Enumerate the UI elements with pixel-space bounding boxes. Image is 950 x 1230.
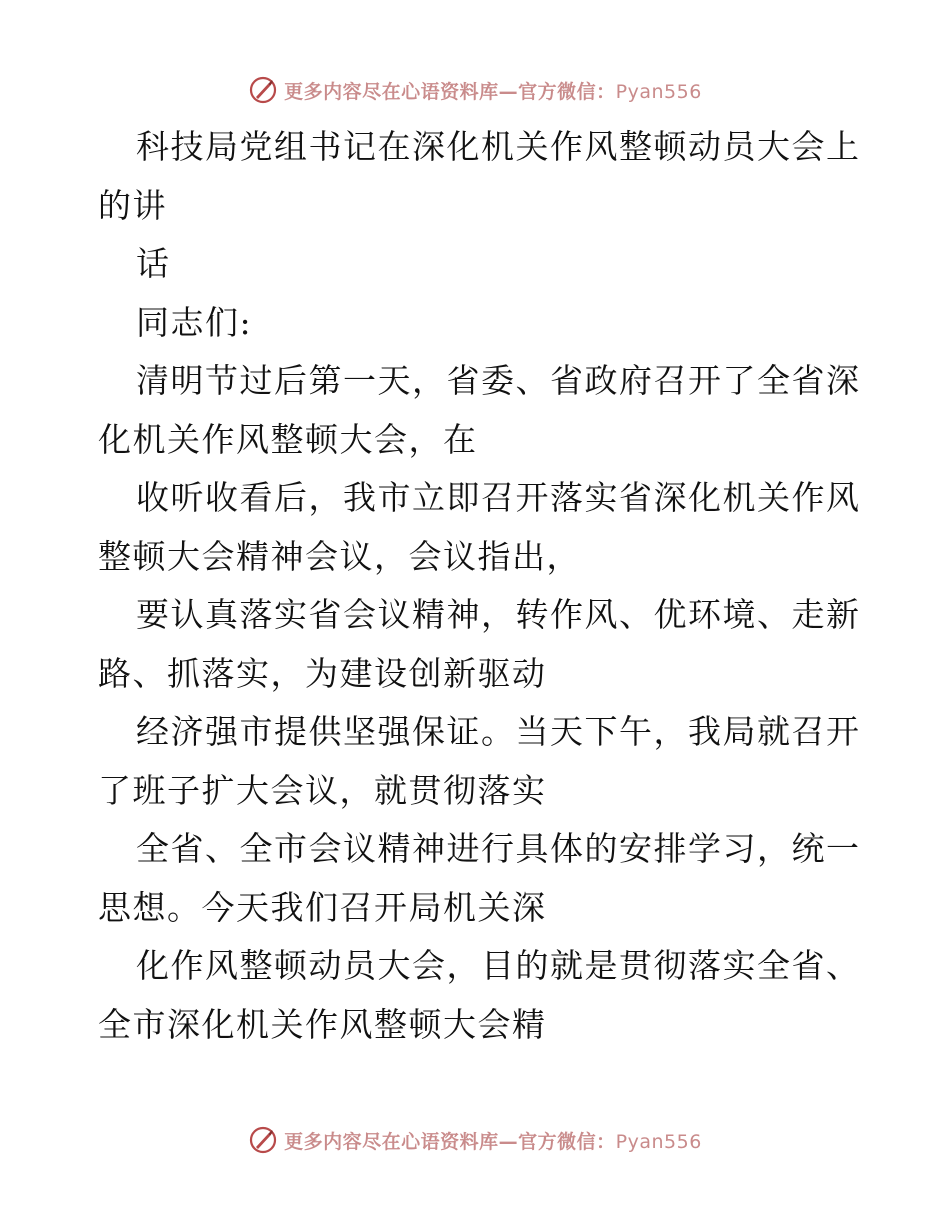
footer-banner-text	[284, 1127, 702, 1154]
text-line: 了班子扩大会议，就贯彻落实	[98, 770, 547, 810]
text-line: 的讲	[98, 185, 167, 225]
header-brand-text: 更多内容尽在心语资料库—官方微信：	[284, 80, 616, 103]
header-handle: Pyan556	[615, 80, 702, 103]
footer-banner	[0, 1120, 950, 1160]
header-banner	[0, 70, 950, 110]
text-line: 化机关作风整顿大会，在	[98, 419, 478, 459]
quill-logo-icon	[248, 75, 278, 105]
header-banner-text	[284, 77, 702, 104]
text-line: 路、抓落实，为建设创新驱动	[98, 653, 547, 693]
text-line: 同志们:	[136, 302, 253, 342]
text-line: 化作风整顿动员大会，目的就是贯彻落实全省、	[136, 946, 861, 985]
text-line: 话	[136, 244, 171, 283]
text-line: 经济强市提供坚强保证。当天下午，我局就召开	[136, 712, 861, 751]
footer-brand-text: 更多内容尽在心语资料库—官方微信：	[284, 1130, 616, 1153]
text-line: 科技局党组书记在深化机关作风整顿动员大会上	[136, 127, 861, 166]
text-line: 清明节过后第一天，省委、省政府召开了全省深	[136, 361, 861, 400]
document-body	[98, 118, 861, 1054]
text-line: 全省、全市会议精神进行具体的安排学习，统一	[136, 829, 861, 868]
text-line: 收听收看后，我市立即召开落实省深化机关作风	[136, 478, 861, 517]
text-line: 要认真落实省会议精神，转作风、优环境、走新	[136, 595, 861, 634]
quill-logo-icon	[248, 1125, 278, 1155]
footer-handle: Pyan556	[615, 1130, 702, 1153]
text-line: 全市深化机关作风整顿大会精	[98, 1004, 547, 1044]
text-line: 整顿大会精神会议，会议指出，	[98, 536, 581, 576]
text-line: 思想。今天我们召开局机关深	[98, 887, 547, 927]
